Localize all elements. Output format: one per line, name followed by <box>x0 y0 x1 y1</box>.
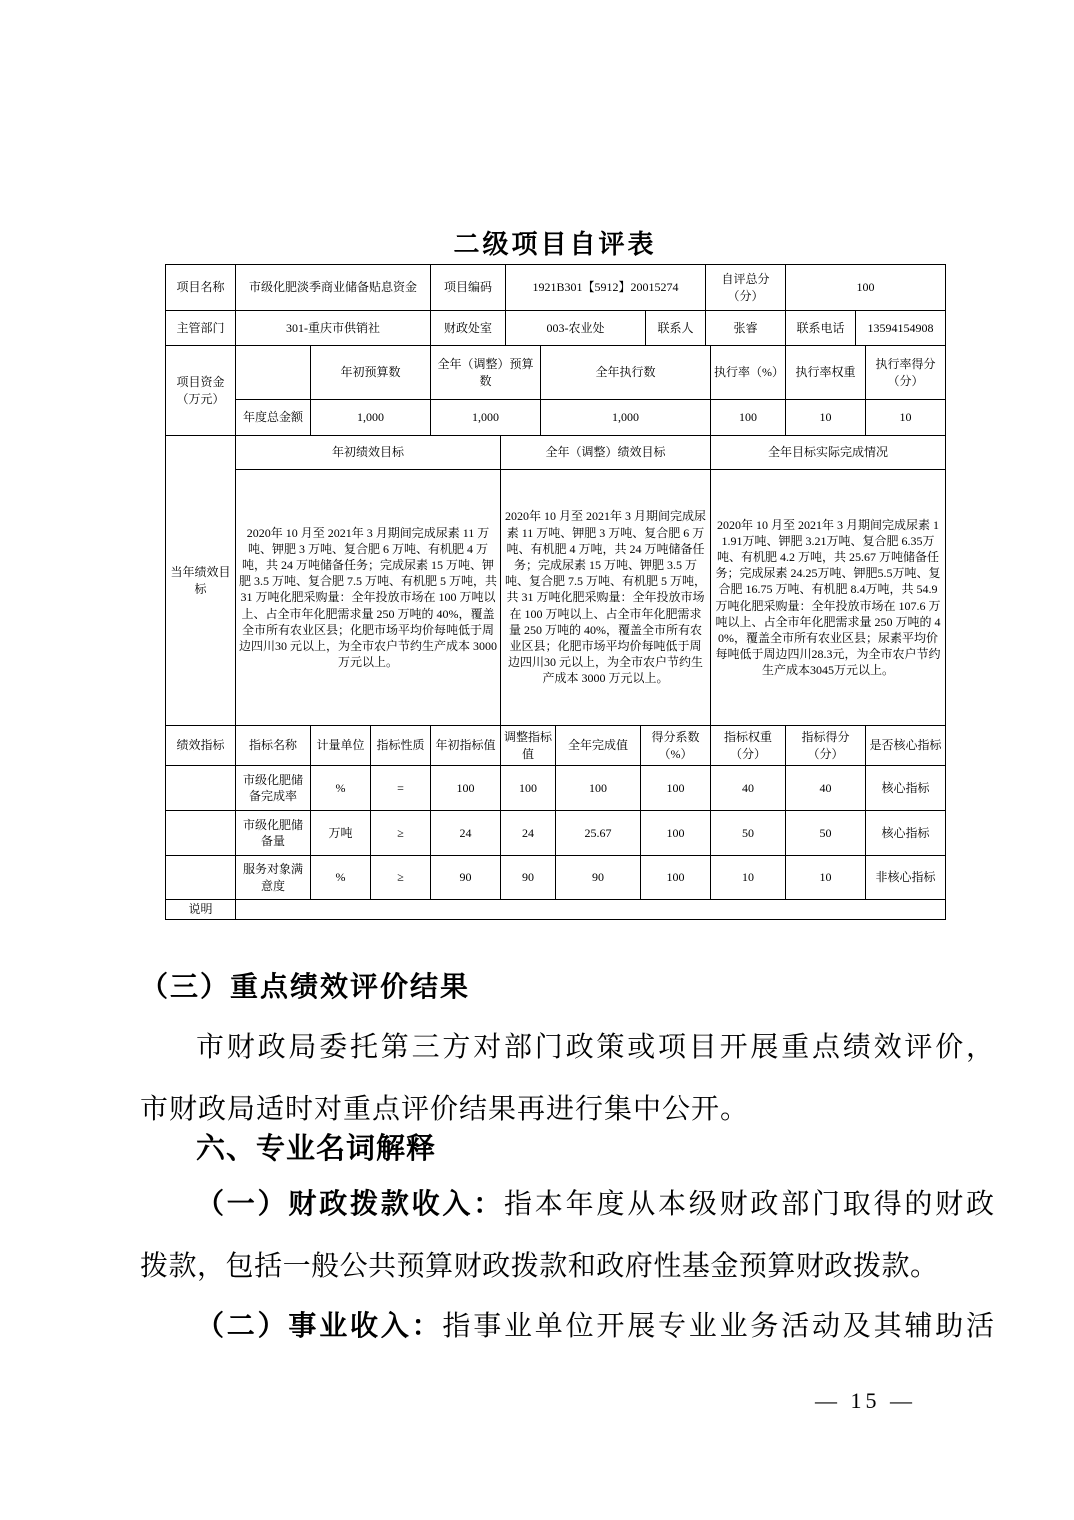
note-value <box>236 900 946 920</box>
indicator-cell: 25.67 <box>556 811 641 856</box>
indicator-header-cell: 是否核心指标 <box>866 726 946 766</box>
indicator-header-cell: 计量单位 <box>311 726 371 766</box>
funds-cell: 10 <box>866 400 946 436</box>
table-row <box>166 265 946 311</box>
indicator-cell: 24 <box>501 811 556 856</box>
indicator-header-cell: 指标名称 <box>236 726 311 766</box>
paragraph-line: 市财政局委托第三方对部门政策或项目开展重点绩效评价， <box>196 1032 994 1063</box>
contact-value: 张睿 <box>706 311 786 346</box>
contact-label: 联系人 <box>646 311 706 346</box>
indicator-cell: ≥ <box>371 856 431 900</box>
indicator-cell: ≥ <box>371 811 431 856</box>
dept-value: 301-重庆市供销社 <box>236 311 431 346</box>
indicator-row <box>166 811 946 856</box>
term-label: （二）事业收入： <box>196 1311 443 1342</box>
empty-cell <box>166 856 236 900</box>
self-score-label: 自评总分（分） <box>706 265 786 311</box>
indicator-cell: 100 <box>556 766 641 811</box>
indicator-cell: 40 <box>711 766 786 811</box>
indicator-cell: 90 <box>431 856 501 900</box>
paragraph-line: 市财政局适时对重点评价结果再进行集中公开。 <box>140 1094 750 1125</box>
indicator-row <box>166 766 946 811</box>
indicator-cell: % <box>311 766 371 811</box>
dept-label: 主管部门 <box>166 311 236 346</box>
project-funds-table <box>165 345 946 436</box>
office-label: 财政处室 <box>431 311 506 346</box>
table-row <box>166 400 946 436</box>
funds-header-cell: 执行率权重 <box>786 346 866 400</box>
term-text: 指本年度从本级财政部门取得的财政 <box>504 1189 994 1220</box>
note-label: 说明 <box>166 900 236 920</box>
indicator-header-cell: 调整指标值 <box>501 726 556 766</box>
self-eval-table <box>165 264 945 920</box>
office-value: 003-农业处 <box>506 311 646 346</box>
goals-header-cell: 年初绩效目标 <box>236 436 501 470</box>
indicator-cell: = <box>371 766 431 811</box>
indicator-cell: 50 <box>786 811 866 856</box>
funds-cell: 100 <box>711 400 786 436</box>
phone-value: 13594154908 <box>856 311 946 346</box>
heading-key-evaluation-results: （三）重点绩效评价结果 <box>140 972 471 1003</box>
empty-cell <box>166 811 236 856</box>
note-table <box>165 899 946 920</box>
funds-header-cell: 全年（调整）预算数 <box>431 346 541 400</box>
indicator-cell: 50 <box>711 811 786 856</box>
goals-header-cell: 全年目标实际完成情况 <box>711 436 946 470</box>
table-row <box>166 726 946 766</box>
indicator-header-cell: 指标得分（分） <box>786 726 866 766</box>
self-score-value: 100 <box>786 265 946 311</box>
table-row <box>166 346 946 400</box>
table-row <box>166 470 946 726</box>
indicators-table <box>165 725 946 900</box>
funds-header-cell: 全年执行数 <box>541 346 711 400</box>
funds-cell: 1,000 <box>431 400 541 436</box>
funds-cell: 1,000 <box>541 400 711 436</box>
project-code-value: 1921B301【5912】20015274 <box>506 265 706 311</box>
table-row <box>166 436 946 470</box>
indicator-cell: 100 <box>641 766 711 811</box>
indicator-cell: % <box>311 856 371 900</box>
indicator-header-cell: 得分系数（%） <box>641 726 711 766</box>
goal-initial-cell: 2020年 10 月至 2021年 3 月期间完成尿素 11 万吨、钾肥 3 万吨、复合肥 6 万吨、有机肥 4 万吨，共 24 万吨储备任务；完成尿素 15 万吨、钾肥 3.5 万吨、复合肥 7.5 万吨、有机肥 5 万吨，共 31 万吨化肥采购量：全年投放市场在 100 万吨以上、占全市年化肥需求量 250 万吨的 40%，覆盖全市所有农业区县；化肥市场平均价每吨低于周边四川30 元以上，为全市农户节约生产成本 3000 万元以上。 <box>236 470 501 726</box>
indicator-cell: 市级化肥储备完成率 <box>236 766 311 811</box>
table-row <box>166 900 946 920</box>
phone-label: 联系电话 <box>786 311 856 346</box>
funds-cell: 年度总金额 <box>236 400 311 436</box>
indicator-cell: 核心指标 <box>866 811 946 856</box>
funds-cell: 1,000 <box>311 400 431 436</box>
indicator-cell: 90 <box>501 856 556 900</box>
indicator-header-cell: 指标性质 <box>371 726 431 766</box>
funds-cell: 10 <box>786 400 866 436</box>
term-item-line <box>140 1304 994 1350</box>
page-number: — 15 — <box>815 1388 916 1413</box>
funds-header-cell: 执行率得分（分） <box>866 346 946 400</box>
indicator-cell: 非核心指标 <box>866 856 946 900</box>
indicator-cell: 40 <box>786 766 866 811</box>
indicator-cell: 万吨 <box>311 811 371 856</box>
heading-terms-explanation: 六、专业名词解释 <box>196 1133 437 1165</box>
annual-goals-table <box>165 435 946 726</box>
indicator-header-cell: 指标权重（分） <box>711 726 786 766</box>
goals-row-label: 当年绩效目标 <box>166 436 236 726</box>
empty-cell <box>166 766 236 811</box>
indicator-cell: 100 <box>431 766 501 811</box>
term-label: （一）财政拨款收入： <box>196 1189 504 1220</box>
funds-header-cell: 年初预算数 <box>311 346 431 400</box>
goal-adjusted-cell: 2020年 10 月至 2021年 3 月期间完成尿素 11 万吨、钾肥 3 万吨、复合肥 6 万吨、有机肥 4 万吨，共 24 万吨储备任务；完成尿素 15 万吨、钾肥 3.5 万吨、复合肥 7.5 万吨、有机肥 5 万吨，共 31 万吨化肥采购量：全年投放市场在 100 万吨以上、占全市年化肥需求量 250 万吨的 40%，覆盖全市所有农业区县；化肥市场平均价每吨低于周边四川30 元以上，为全市农户节约生产成本 3000 万元以上。 <box>501 470 711 726</box>
indicator-cell: 100 <box>641 856 711 900</box>
page-title: 二级项目自评表 <box>453 230 657 259</box>
goal-actual-cell: 2020年 10 月至 2021年 3 月期间完成尿素 11.91万吨、钾肥 3.21万吨、复合肥 6.35万吨、有机肥 4.2 万吨，共 25.67 万吨储备任务；完成尿素 24.25万吨、钾肥5.5万吨、复合肥 16.75 万吨、有机肥 8.4万吨，共 54.9 万吨化肥采购量：全年投放市场在 107.6 万吨以上、占全市年化肥需求量 250 万吨的 40%，覆盖全市所有农业区县；尿素平均价每吨低于周边四川28.3元，为全市农户节约生产成本3045万元以上。 <box>711 470 946 726</box>
funds-header-cell: 执行率（%） <box>711 346 786 400</box>
indicator-cell: 市级化肥储备量 <box>236 811 311 856</box>
indicator-cell: 10 <box>711 856 786 900</box>
indicator-cell: 10 <box>786 856 866 900</box>
project-info-table <box>165 264 946 346</box>
table-row <box>166 311 946 346</box>
funds-row-label: 项目资金（万元） <box>166 346 236 436</box>
indicator-row <box>166 856 946 900</box>
indicator-cell: 核心指标 <box>866 766 946 811</box>
indicator-header-cell: 年初指标值 <box>431 726 501 766</box>
term-text: 指事业单位开展专业业务活动及其辅助活 <box>442 1311 994 1342</box>
indicators-row-label: 绩效指标 <box>166 726 236 766</box>
term-item-line <box>140 1182 994 1228</box>
indicator-cell: 100 <box>641 811 711 856</box>
term-item-line: 拨款，包括一般公共预算财政拨款和政府性基金预算财政拨款。 <box>140 1251 938 1282</box>
project-code-label: 项目编码 <box>431 265 506 311</box>
indicator-cell: 90 <box>556 856 641 900</box>
indicator-cell: 24 <box>431 811 501 856</box>
indicator-header-cell: 全年完成值 <box>556 726 641 766</box>
project-name-value: 市级化肥淡季商业储备贴息资金 <box>236 265 431 311</box>
indicator-cell: 100 <box>501 766 556 811</box>
indicator-cell: 服务对象满意度 <box>236 856 311 900</box>
goals-header-cell: 全年（调整）绩效目标 <box>501 436 711 470</box>
funds-header-cell <box>236 346 311 400</box>
project-name-label: 项目名称 <box>166 265 236 311</box>
